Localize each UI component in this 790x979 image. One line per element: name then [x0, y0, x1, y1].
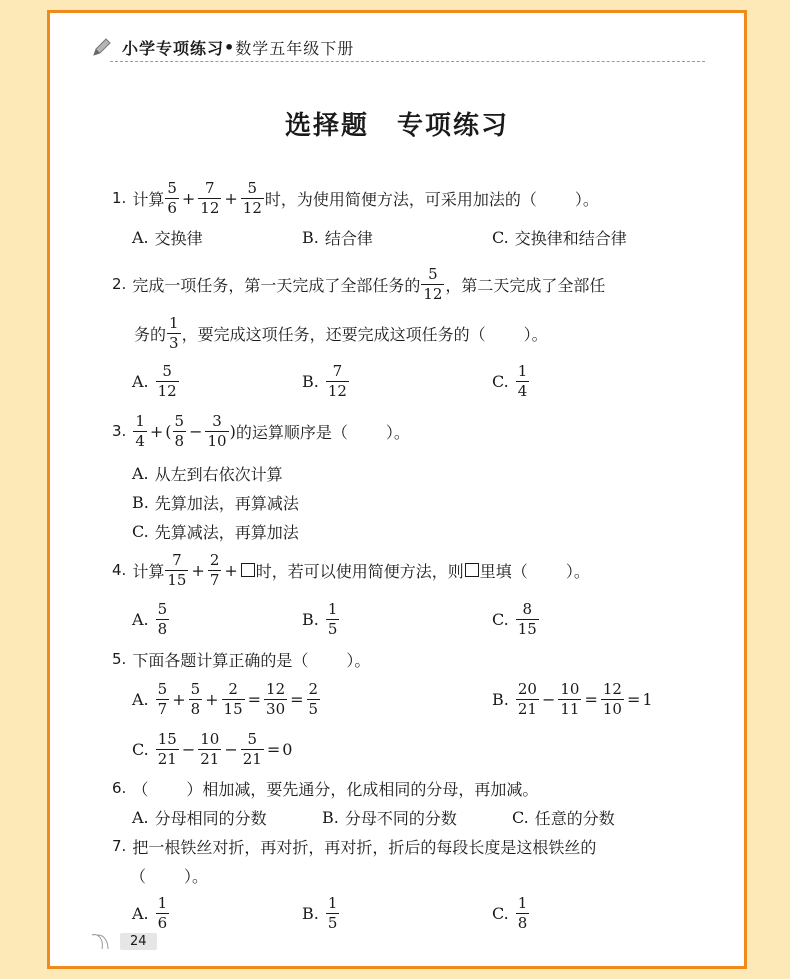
footer [90, 931, 157, 951]
option-b[interactable]: B. $\frac{7}{12}$ [302, 361, 347, 400]
fraction: $\frac{1}{4}$ [135, 411, 145, 450]
question-1 [112, 178, 599, 218]
plus-sign: + [224, 188, 238, 208]
question-text: ）。 [346, 650, 371, 670]
option-c[interactable]: C. 交换律和结合律 [492, 227, 627, 248]
option-c[interactable]: C. $\frac{1}{4}$ [492, 361, 528, 400]
question-number: 5. [112, 650, 127, 668]
question-2 [112, 264, 605, 304]
question-text: （ [130, 866, 147, 886]
question-text: 时，为使用简便方法，可采用加法的（ [264, 189, 537, 209]
option-a[interactable]: A. 分母相同的分数 [132, 807, 267, 828]
left-paren: ( [165, 421, 172, 441]
fraction: $\frac{1}{3}$ [169, 313, 179, 352]
option-a[interactable]: A. 交换律 [132, 227, 203, 248]
fraction: $\frac{7}{12}$ [200, 178, 220, 217]
option-c[interactable]: C. 任意的分数 [512, 807, 615, 828]
option-c[interactable]: C. $\frac{15}{21}$ − $\frac{10}{21}$ − $\frac{5}{21}$ = 0 [132, 729, 293, 768]
fraction: $\frac{5}{6}$ [167, 178, 177, 217]
question-text: 下面各题计算正确的是（ [132, 650, 309, 670]
header-dot: • [224, 37, 236, 57]
question-number: 4. [112, 561, 127, 579]
question-text: 务的 [134, 324, 167, 344]
question-number: 6. [112, 779, 127, 797]
header-divider [110, 61, 705, 62]
question-text: 里填（ [479, 561, 528, 581]
fraction: $\frac{3}{10}$ [207, 411, 227, 450]
page-title: 选择题 专项练习 [284, 111, 509, 141]
page-number: 24 [120, 933, 157, 950]
plus-sign: + [149, 421, 164, 441]
option-b[interactable]: B. 分母不同的分数 [322, 807, 457, 828]
option-a[interactable]: A. $\frac{5}{8}$ [132, 599, 168, 638]
question-text: ）。 [385, 422, 410, 442]
question-3 [112, 411, 410, 451]
header-subtitle: 数学五年级下册 [235, 38, 355, 58]
fraction: $\frac{5}{12}$ [423, 264, 443, 303]
question-text: ）相加减，要先通分，化成相同的分母，再加减。 [186, 779, 539, 799]
empty-box [241, 563, 255, 577]
option-c[interactable]: C. 先算减法，再算加法 [132, 521, 299, 542]
question-7-line-2 [130, 855, 208, 895]
option-b[interactable]: B. 先算加法，再算减法 [132, 492, 299, 513]
option-c[interactable]: C. $\frac{1}{8}$ [492, 893, 528, 932]
question-4 [112, 550, 590, 590]
option-b[interactable]: B. 结合律 [302, 227, 373, 248]
fraction: $\frac{7}{15}$ [167, 550, 187, 589]
option-b[interactable]: B. $\frac{20}{21}$ − $\frac{10}{11}$ = $\frac{12}{10}$ = 1 [492, 679, 653, 718]
plus-sign: + [224, 560, 238, 580]
fraction: $\frac{5}{12}$ [242, 178, 262, 217]
option-b[interactable]: B. $\frac{1}{5}$ [302, 893, 338, 932]
question-text: ，要完成这项任务，还要完成这项任务的（ [181, 324, 486, 344]
question-text: ）。 [523, 324, 548, 344]
question-number: 3. [112, 422, 127, 440]
swirl-icon [90, 931, 116, 951]
question-text: 完成一项任务，第一天完成了全部任务的 [132, 275, 421, 295]
question-text: 的运算顺序是（ [235, 422, 348, 442]
pencil-icon [90, 35, 114, 59]
option-a[interactable]: A. $\frac{5}{12}$ [132, 361, 177, 400]
plus-sign: + [181, 188, 196, 208]
question-text: ，第二天完成了全部任 [445, 275, 606, 295]
question-2-line-2 [134, 313, 548, 353]
fraction: $\frac{5}{8}$ [174, 411, 185, 450]
option-c[interactable]: C. $\frac{8}{15}$ [492, 599, 537, 638]
option-b[interactable]: B. $\frac{1}{5}$ [302, 599, 338, 638]
question-text: ）。 [184, 866, 209, 886]
option-a[interactable]: A. $\frac{1}{6}$ [132, 893, 168, 932]
question-5 [112, 639, 370, 679]
right-paren: ) [229, 421, 236, 441]
question-text: 把一根铁丝对折，再对折，再对折，折后的每段长度是这根铁丝的 [132, 837, 597, 857]
question-text: ）。 [574, 189, 599, 209]
empty-box [465, 563, 479, 577]
header [90, 35, 354, 59]
question-number: 7. [112, 837, 127, 855]
worksheet-page [47, 10, 747, 969]
fraction: $\frac{2}{7}$ [209, 550, 220, 589]
question-text: ）。 [565, 561, 590, 581]
question-number: 2. [112, 275, 127, 293]
header-title: 小学专项练习 [122, 38, 225, 58]
minus-sign: − [189, 421, 203, 441]
option-a[interactable]: A. $\frac{5}{7}$ + $\frac{5}{8}$ + $\frac{2}{15}$ = $\frac{12}{30}$ = $\frac{2}{5}$ [132, 679, 319, 718]
question-text: 时，若可以使用简便方法，则 [255, 561, 464, 581]
option-a[interactable]: A. 从左到右依次计算 [132, 463, 283, 484]
question-text: 计算 [132, 189, 165, 209]
question-number: 1. [112, 189, 127, 207]
question-text: 计算 [132, 561, 165, 581]
plus-sign: + [191, 560, 205, 580]
question-text: （ [132, 779, 149, 799]
